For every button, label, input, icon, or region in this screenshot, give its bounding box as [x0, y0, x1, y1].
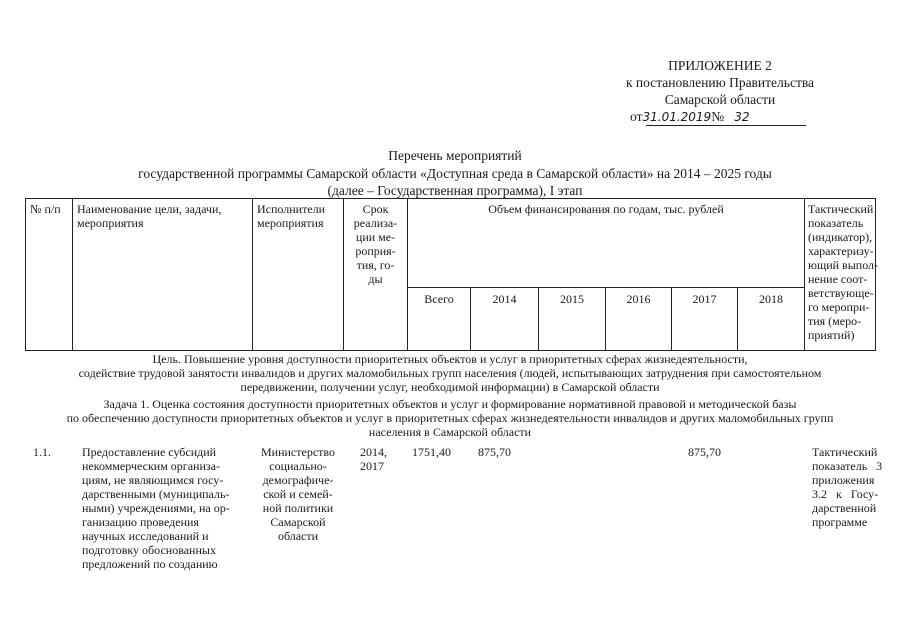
header-name	[77, 202, 221, 230]
grid-v-4	[407, 198, 408, 351]
header-funding: Объем финансирования по годам, тыс. рублей	[488, 202, 724, 216]
doc-title-line-2: государственной программы Самарской области «Доступная среда в Самарской области» на 2014 – 2025 годы	[138, 166, 772, 181]
row-name-line: циям, не являющимся госу-	[82, 473, 224, 487]
goal-line: Цель. Повышение уровня доступности приоритетных объектов и услуг в приоритетных сферах жизнедеятельности,	[152, 352, 748, 366]
task-line: населения в Самарской области	[368, 425, 532, 439]
header-year-2015: 2015	[560, 292, 584, 306]
grid-v-5	[804, 198, 805, 351]
row-term-line: 2014,	[360, 445, 387, 459]
row-executor-line: Министерство	[261, 445, 335, 459]
row-name-line: Предоставление субсидий	[82, 445, 217, 459]
header-indicator-line: нение соот-	[808, 272, 868, 286]
header-executors-line: Исполнители	[257, 202, 326, 216]
header-indicator-line: тия (меро-	[808, 314, 862, 328]
row-name	[82, 445, 230, 571]
header-num: № п/п	[30, 202, 61, 216]
row-executor-line: ской и семей-	[263, 487, 333, 501]
row-name-line: предложений по созданию	[82, 557, 218, 571]
appendix-title: ПРИЛОЖЕНИЕ 2	[668, 58, 772, 73]
row-name-line: научных исследований и	[82, 529, 209, 543]
row-name-line: ганизацию проведения	[82, 515, 199, 529]
row-indicator-line: дарственной	[812, 501, 877, 515]
row-executor-line: Самарской	[270, 515, 326, 529]
row-executor-line: ной политики	[262, 501, 334, 515]
doc-title-line-1: Перечень мероприятий	[388, 148, 522, 163]
row-name-line: подготовку обоснованных	[82, 543, 216, 557]
header-term-line: ды	[368, 272, 383, 286]
grid-top	[25, 198, 875, 199]
header-indicator	[808, 202, 878, 342]
row-name-line: ными) учреждениями, на ор-	[82, 501, 230, 515]
goal-line: передвижении, получении услуг, необходимой информации) в Самарской области	[240, 380, 660, 394]
goal-line: содействие трудовой занятости инвалидов и других маломобильных групп населения (людей, испытывающих затруднения при самостоятельном	[78, 366, 822, 380]
appendix-line-1: к постановлению Правительства	[625, 75, 815, 90]
row-indicator-line: программе	[812, 515, 868, 529]
row-executor-line: демографиче-	[262, 473, 334, 487]
header-total: Всего	[424, 292, 454, 306]
number-label: №	[711, 109, 725, 124]
header-indicator-line: ветствующе-	[808, 286, 874, 300]
header-term-line: тия, го-	[356, 258, 395, 272]
header-year-2014: 2014	[492, 292, 517, 306]
row-2017: 875,70	[688, 445, 721, 459]
grid-header-bottom	[25, 350, 875, 351]
header-indicator-line: показатель	[808, 216, 864, 230]
header-year-2017: 2017	[692, 292, 717, 306]
grid-v-0	[25, 198, 26, 351]
header-executors	[257, 202, 325, 230]
row-executor-line: социально-	[269, 459, 327, 473]
header-term-line: роприя-	[355, 244, 396, 258]
header-name-line: мероприятия	[77, 216, 144, 230]
task-line: по обеспечению доступности приоритетных объектов и услуг в приоритетных сферах жизнедеятельности инвалидов и других маломобильных групп	[66, 411, 834, 425]
appendix-date-line	[630, 109, 750, 125]
row-term-line: 2017	[360, 459, 384, 473]
header-indicator-line: го меропри-	[808, 300, 870, 314]
row-name-line: некоммерческим организа-	[82, 459, 220, 473]
row-executor	[252, 445, 344, 543]
header-indicator-line: (индикатор),	[808, 230, 873, 244]
row-num: 1.1.	[33, 445, 51, 459]
header-term	[344, 202, 407, 286]
header-term-line: ции ме-	[355, 230, 396, 244]
row-indicator-line: показатель 3	[812, 459, 883, 473]
handwritten-number: 32	[734, 110, 750, 124]
task-text	[25, 397, 875, 439]
from-label: от	[630, 109, 643, 124]
goal-text	[25, 352, 875, 394]
header-year-2016: 2016	[626, 292, 651, 306]
row-term	[360, 445, 387, 473]
header-indicator-line: Тактический	[808, 202, 874, 216]
grid-v-1	[72, 198, 73, 351]
row-indicator-line: 3.2 к Госу-	[812, 487, 879, 501]
row-indicator	[812, 445, 882, 529]
row-total: 1751,40	[412, 445, 451, 459]
task-line: Задача 1. Оценка состояния доступности приоритетных объектов и услуг и формирование нормативной правовой и методической базы	[103, 397, 797, 411]
header-executors-line: мероприятия	[257, 216, 324, 230]
header-year-2018: 2018	[759, 292, 783, 306]
header-term-line: Срок	[362, 202, 389, 216]
header-term-line: реализа-	[353, 216, 398, 230]
header-indicator-line: ющий выпол-	[808, 258, 879, 272]
grid-v-2	[252, 198, 253, 351]
row-indicator-line: приложения	[812, 473, 875, 487]
row-executor-line: области	[277, 529, 319, 543]
row-indicator-line: Тактический	[812, 445, 878, 459]
row-2014: 875,70	[478, 445, 511, 459]
signature-underline	[646, 125, 806, 126]
row-name-line: дарственными (муниципаль-	[82, 487, 230, 501]
handwritten-date: 31.01.2019	[642, 110, 712, 124]
header-indicator-line: приятий)	[808, 328, 855, 342]
header-indicator-line: характеризу-	[808, 244, 874, 258]
header-name-line: Наименование цели, задачи,	[77, 202, 222, 216]
appendix-line-2: Самарской области	[664, 92, 776, 107]
doc-title-line-3: (далее – Государственная программа), I этап	[327, 183, 583, 198]
